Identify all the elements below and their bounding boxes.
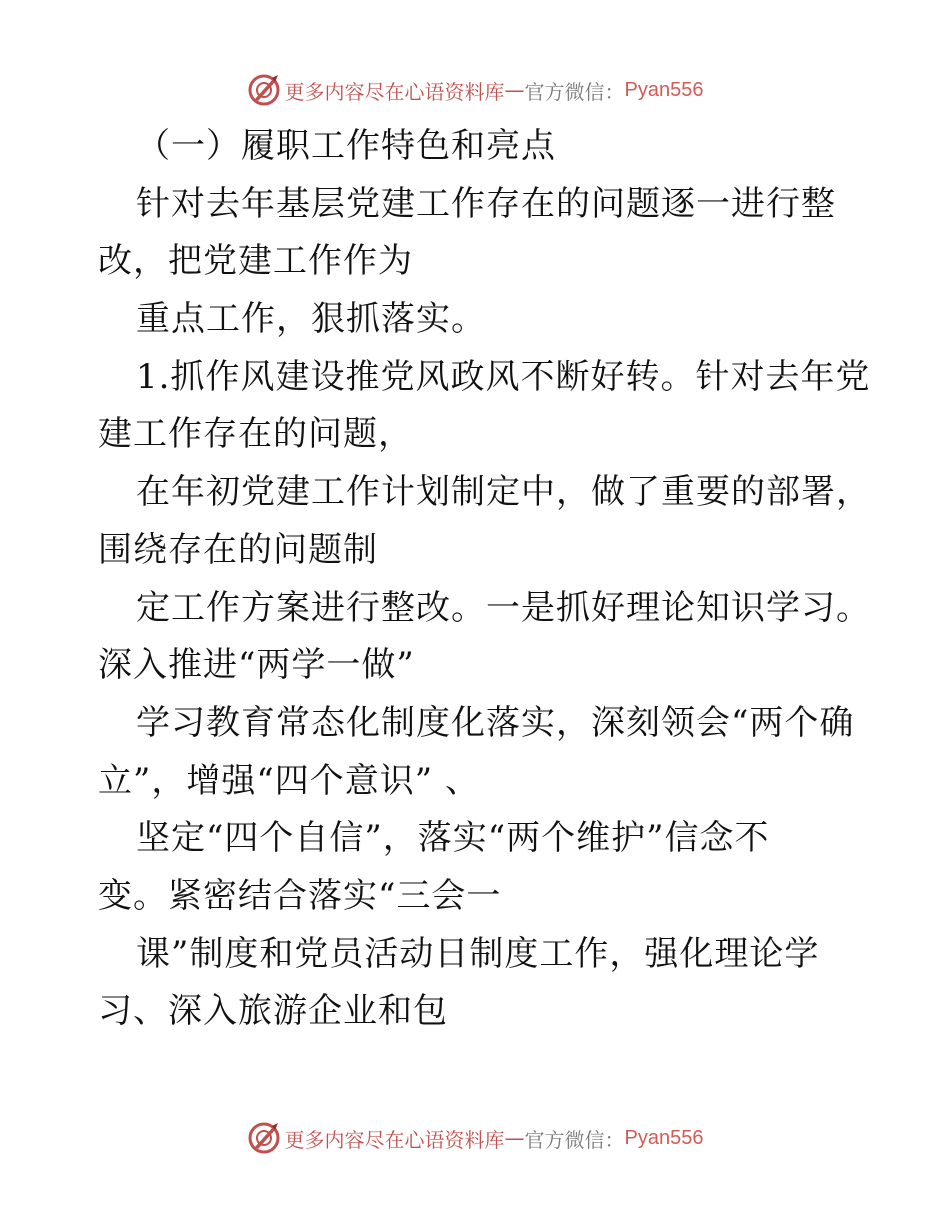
paragraph-line: 坚定“四个自信”，落实“两个维护”信念不 <box>136 818 770 859</box>
watermark-label: 官方微信： <box>524 79 625 104</box>
paragraph-line: 1.抓作风建设推党风政风不断好转。针对去年党 <box>136 356 871 397</box>
paragraph-line: 课”制度和党员活动日制度工作，强化理论学 <box>136 933 820 974</box>
watermark-label: 官方微信： <box>524 1127 625 1152</box>
paragraph-line: 针对去年基层党建工作存在的问题逐一进行整 <box>136 183 836 224</box>
watermark-id: Pyan556 <box>624 78 704 101</box>
watermark-dash: — <box>504 1126 525 1150</box>
watermark-dash: — <box>504 78 525 102</box>
paragraph-line: 在年初党建工作计划制定中，做了重要的部署， <box>136 472 871 513</box>
paragraph-line: 建工作存在的问题， <box>98 414 413 455</box>
watermark-main-text: 更多内容尽在心语资料库 <box>284 1127 505 1152</box>
header-watermark <box>0 70 950 110</box>
paragraph-line: 学习教育常态化制度化落实，深刻领会“两个确 <box>136 702 855 743</box>
paragraph-line: 深入推进“两学一做” <box>98 645 415 686</box>
paragraph-line: 改，把党建工作作为 <box>98 241 413 282</box>
logo-icon <box>247 73 281 107</box>
paragraph-line: 定工作方案进行整改。一是抓好理论知识学习。 <box>136 587 871 628</box>
paragraph-line: 围绕存在的问题制 <box>98 529 378 570</box>
paragraph-line: 变。紧密结合落实“三会一 <box>98 875 502 916</box>
footer-watermark <box>0 1118 950 1158</box>
watermark-main-text: 更多内容尽在心语资料库 <box>284 79 505 104</box>
section-heading: （一）履职工作特色和亮点 <box>136 126 556 166</box>
paragraph-line: 重点工作，狠抓落实。 <box>136 299 486 340</box>
paragraph-line: 习、深入旅游企业和包 <box>98 991 448 1032</box>
document-body <box>98 118 871 1041</box>
paragraph-line: 立”，增强“四个意识” 、 <box>98 760 480 801</box>
logo-icon <box>247 1121 281 1155</box>
watermark-id: Pyan556 <box>624 1126 704 1149</box>
